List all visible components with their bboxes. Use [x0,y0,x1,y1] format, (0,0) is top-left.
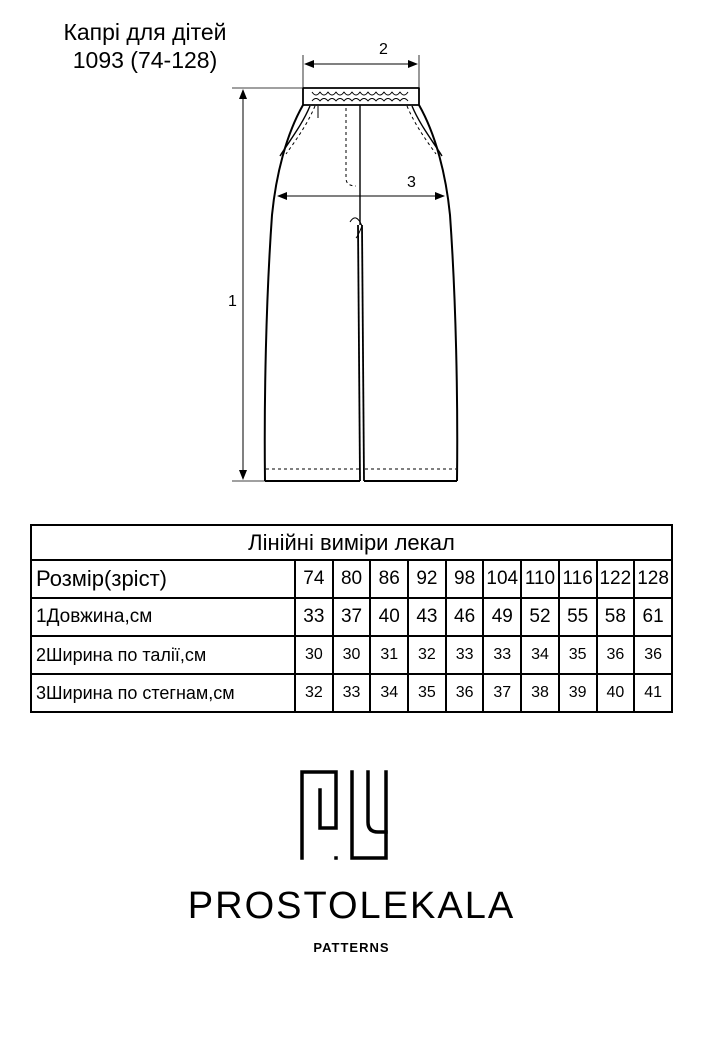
table-title-row [31,525,672,560]
brand-logo-icon [300,770,390,860]
value-cell: 46 [446,598,484,636]
size-cell: 104 [483,560,521,598]
value-cell: 35 [559,636,597,674]
row-label: 3Ширина по стегнам,см [31,674,295,712]
value-cell: 33 [333,674,371,712]
value-cell: 40 [370,598,408,636]
value-cell: 61 [634,598,672,636]
table-size-row [31,560,672,598]
value-cell: 32 [408,636,446,674]
value-cell: 36 [597,636,635,674]
size-cell: 122 [597,560,635,598]
size-cell: 86 [370,560,408,598]
row-label: 1Довжина,см [31,598,295,636]
size-cell: 110 [521,560,559,598]
waist-dimension-label: 2 [379,41,388,58]
size-label: Розмір(зріст) [31,560,295,598]
value-cell: 38 [521,674,559,712]
value-cell: 37 [333,598,371,636]
size-cell: 116 [559,560,597,598]
size-cell: 92 [408,560,446,598]
value-cell: 36 [634,636,672,674]
length-dimension-label: 1 [228,293,237,310]
size-cell: 98 [446,560,484,598]
waist-dimension [303,41,419,88]
value-cell: 30 [333,636,371,674]
value-cell: 30 [295,636,333,674]
title-line-2: 1093 (74-128) [72,47,218,73]
value-cell: 43 [408,598,446,636]
row-label: 2Ширина по талії,см [31,636,295,674]
size-cell: 74 [295,560,333,598]
table-row-waist [31,636,672,674]
hip-dimension-label: 3 [407,174,416,191]
value-cell: 52 [521,598,559,636]
size-cell: 80 [333,560,371,598]
table-row-hips [31,674,672,712]
value-cell: 41 [634,674,672,712]
value-cell: 31 [370,636,408,674]
value-cell: 33 [483,636,521,674]
brand-subtitle: PATTERNS [313,940,390,955]
value-cell: 55 [559,598,597,636]
brand-name: PROSTOLEKALA [187,885,516,927]
capri-pants-drawing [0,0,703,500]
measurements-table [30,524,673,713]
size-cell: 128 [634,560,672,598]
value-cell: 34 [370,674,408,712]
value-cell: 40 [597,674,635,712]
table-title: Лінійні виміри лекал [31,525,672,560]
table-row-length [31,598,672,636]
title-line-1: Капрі для дітей [63,19,227,45]
value-cell: 32 [295,674,333,712]
value-cell: 36 [446,674,484,712]
value-cell: 37 [483,674,521,712]
value-cell: 35 [408,674,446,712]
value-cell: 33 [295,598,333,636]
value-cell: 33 [446,636,484,674]
pants-outline [265,88,457,481]
value-cell: 34 [521,636,559,674]
value-cell: 49 [483,598,521,636]
value-cell: 39 [559,674,597,712]
value-cell: 58 [597,598,635,636]
hip-dimension [278,174,444,196]
